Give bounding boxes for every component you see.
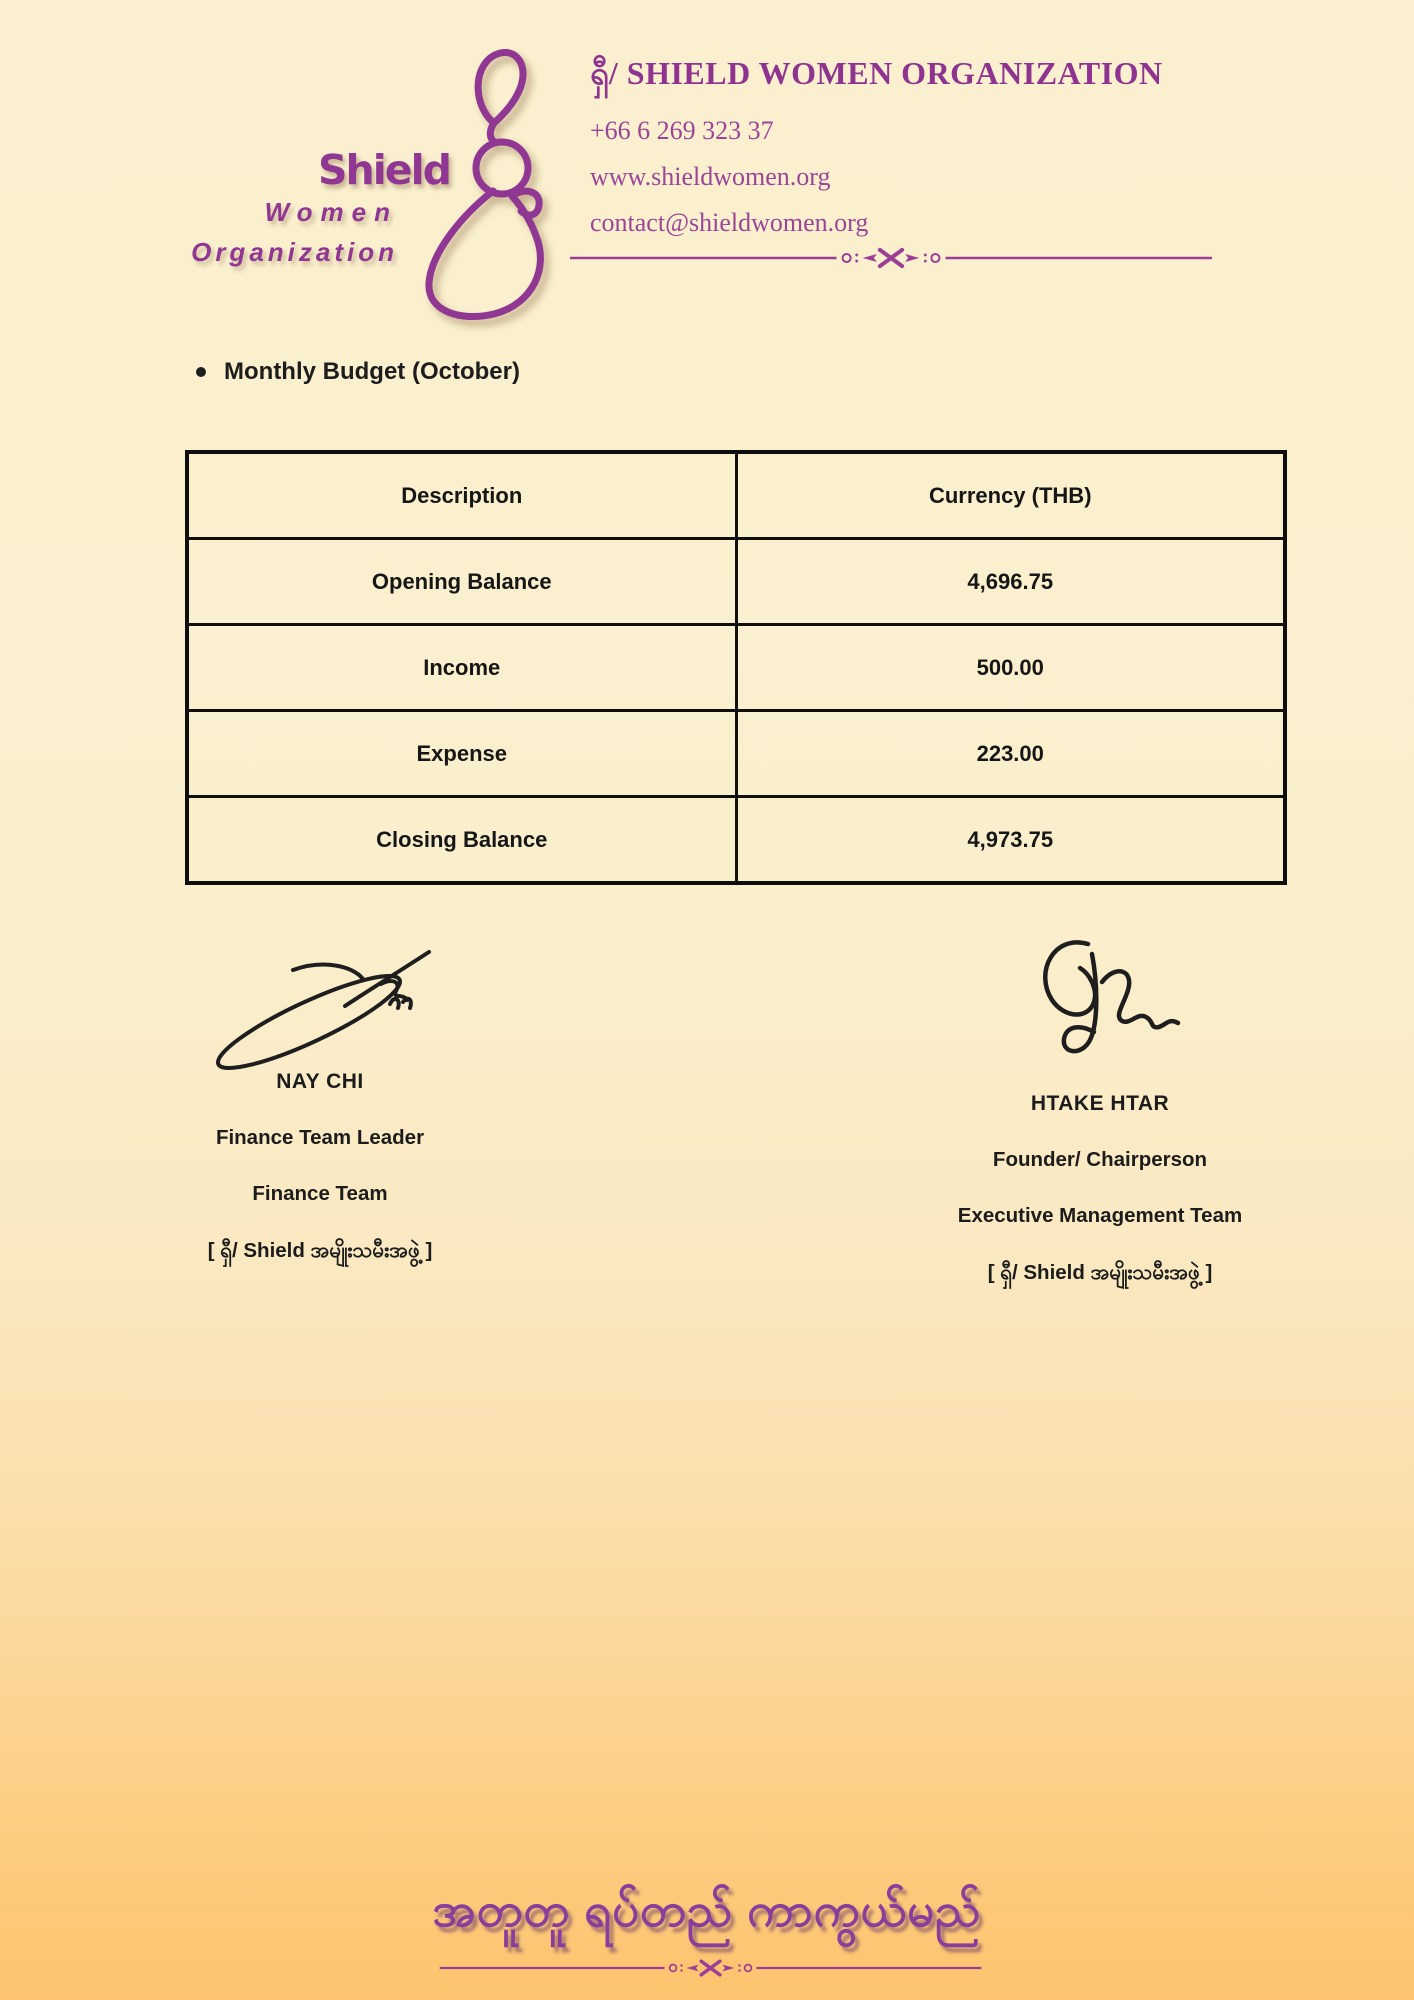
table-row [187, 711, 1285, 797]
signature-htake-htar-icon [1018, 928, 1188, 1080]
table-header-row [187, 452, 1285, 539]
org-email: contact@shieldwomen.org [590, 208, 869, 237]
budget-title: Monthly Budget (October) [224, 358, 520, 385]
org-name: ရှီ/ SHIELD WOMEN ORGANIZATION [590, 55, 1163, 91]
table-row [187, 539, 1285, 625]
row-label: Expense [187, 711, 736, 797]
signatory-left-block [140, 1070, 500, 1268]
footer-ornament-divider [438, 1957, 983, 1979]
signature-nay-chi-icon [195, 942, 457, 1074]
logo-wordmark [140, 197, 398, 268]
signatory-name: NAY CHI [276, 1070, 364, 1093]
bullet-icon [196, 367, 206, 377]
signatory-role: Founder/ Chairperson [992, 1148, 1208, 1171]
logo-women-label: Women [264, 197, 398, 227]
header-ornament-divider [568, 245, 1214, 271]
signatory-team: Executive Management Team [957, 1204, 1243, 1227]
row-amount: 4,696.75 [736, 539, 1285, 625]
col-header-currency: Currency (THB) [736, 452, 1285, 539]
logo-organization-label: Organization [191, 237, 398, 267]
signatory-role: Finance Team Leader [215, 1126, 425, 1149]
row-label: Closing Balance [187, 797, 736, 884]
letterhead-info [590, 52, 1230, 238]
table-row [187, 797, 1285, 884]
org-phone: +66 6 269 323 37 [590, 116, 774, 145]
signatory-team: Finance Team [252, 1182, 388, 1205]
row-amount: 500.00 [736, 625, 1285, 711]
table-row [187, 625, 1285, 711]
row-label: Income [187, 625, 736, 711]
signatory-right-block [920, 1092, 1280, 1290]
footer-motto: အတူတူ ရပ်တည် ကာကွယ်မည် [432, 1883, 982, 1936]
signatory-org-line: [ ရှီ/ Shield အမျိုးသမီးအဖွဲ့ ] [207, 1239, 433, 1262]
row-amount: 4,973.75 [736, 797, 1285, 884]
budget-table [185, 450, 1287, 885]
signatory-org-line: [ ရှီ/ Shield အမျိုးသမီးအဖွဲ့ ] [987, 1261, 1213, 1284]
signatory-name: HTAKE HTAR [1030, 1092, 1170, 1115]
row-amount: 223.00 [736, 711, 1285, 797]
section-heading [196, 358, 520, 386]
col-header-description: Description [187, 452, 736, 539]
org-website: www.shieldwomen.org [590, 162, 831, 191]
row-label: Opening Balance [187, 539, 736, 625]
logo-shield-wordmark: Shield [318, 146, 450, 194]
